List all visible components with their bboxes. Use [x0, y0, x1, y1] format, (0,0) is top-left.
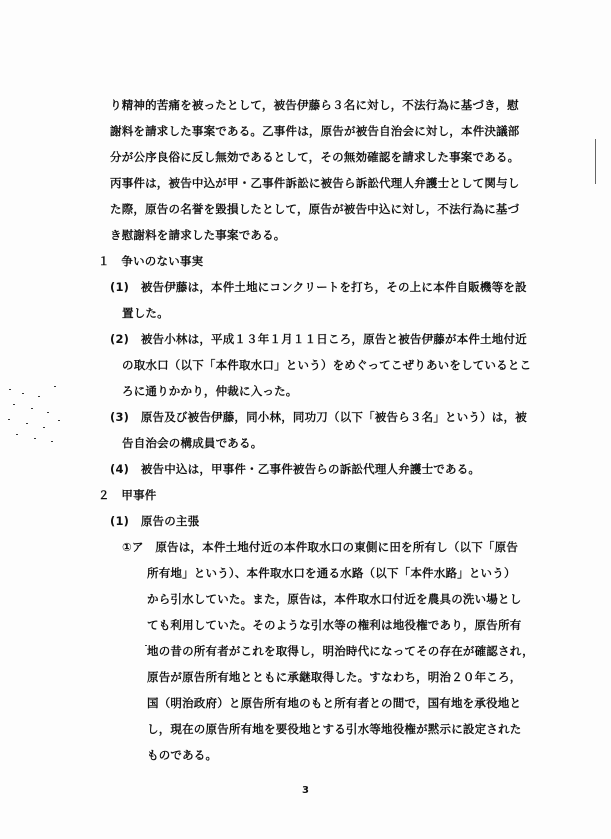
scan-speck — [13, 404, 15, 405]
page-number: 3 — [302, 785, 309, 796]
body-text-line: 丙事件は，被告中込が甲・乙事件訴訟に被告ら訴訟代理人弁護士として関与し — [110, 176, 520, 190]
subsection-heading: (1) 原告の主張 — [110, 514, 200, 528]
subitem-text-line: から引水していた。また，原告は，本件取水口付近を農具の洗い場とし — [147, 592, 522, 606]
subitem-text-line: 原告が原告所有地とともに承継取得した。すなわち，明治２０年ころ， — [147, 670, 522, 684]
subitem-text-line: ても利用していた。そのような引水等の権利は地役権であり，原告所有 — [147, 618, 522, 632]
scan-speck — [34, 438, 36, 439]
list-item: (2) 被告小林は，平成１３年１月１１日ころ，原告と被告伊藤が本件土地付近 — [110, 332, 527, 346]
section-heading: １ 争いのない事実 — [98, 254, 204, 268]
list-item-continuation: ろに通りかかり，仲裁に入った。 — [122, 384, 298, 398]
scan-speck — [145, 645, 147, 646]
scan-speck — [38, 396, 40, 397]
body-text-line: き慰謝料を請求した事案である。 — [110, 228, 286, 242]
list-item-continuation: の取水口（以下「本件取水口」という）をめぐってこぜりあいをしているとこ — [122, 358, 532, 372]
scan-speck — [47, 412, 49, 413]
subitem-text-line: 国（明治政府）と原告所有地のもと所有者との間で，国有地を承役地と — [147, 696, 522, 710]
scan-speck — [58, 420, 60, 421]
list-item: (4) 被告中込は，甲事件・乙事件被告らの訴訟代理人弁護士である。 — [110, 462, 481, 476]
scan-speck — [26, 423, 28, 424]
subitem-text-line: し，現在の原告所有地を要役地とする引水等地役権が黙示に設定された — [147, 722, 522, 736]
list-item: (3) 原告及び被告伊藤，同小林，同功刀（以下「被告ら３名」という）は，被 — [110, 410, 527, 424]
list-item-continuation: 置した。 — [122, 306, 169, 320]
scan-speck — [31, 408, 33, 409]
scan-speck — [43, 427, 45, 428]
list-item: (1) 被告伊藤は，本件土地にコンクリートを打ち，その上に本件自販機等を設 — [110, 280, 527, 294]
subitem-text-line: ものである。 — [147, 748, 218, 762]
scan-speck — [51, 441, 53, 442]
scan-edge-mark — [595, 139, 596, 184]
body-text-line: 謝料を請求した事案である。乙事件は，原告が被告自治会に対し，本件決議部 — [110, 124, 520, 138]
section-heading: ２ 甲事件 — [98, 488, 157, 502]
scan-speck — [54, 386, 56, 387]
body-text-line: り精神的苦痛を被ったとして，被告伊藤ら３名に対し，不法行為に基づき，慰 — [110, 98, 519, 112]
scan-speck — [16, 434, 18, 435]
scan-speck — [9, 389, 11, 390]
list-item-continuation: 告自治会の構成員である。 — [122, 436, 263, 450]
subitem-text-line: 所有地」という）、本件取水口を通る水路（以下「本件水路」という） — [147, 566, 516, 580]
scan-speck — [8, 419, 10, 420]
body-text-line: た際，原告の名誉を毀損したとして，原告が被告中込に対し，不法行為に基づ — [110, 202, 520, 216]
subitem-text-line: 地の昔の所有者がこれを取得し，明治時代になってその存在が確認され， — [147, 644, 534, 658]
subitem-text-line: ①ア 原告は，本件土地付近の本件取水口の東側に田を所有し（以下「原告 — [122, 540, 519, 554]
body-text-line: 分が公序良俗に反し無効であるとして，その無効確認を請求した事案である。 — [110, 150, 520, 164]
scan-speck — [22, 393, 24, 394]
